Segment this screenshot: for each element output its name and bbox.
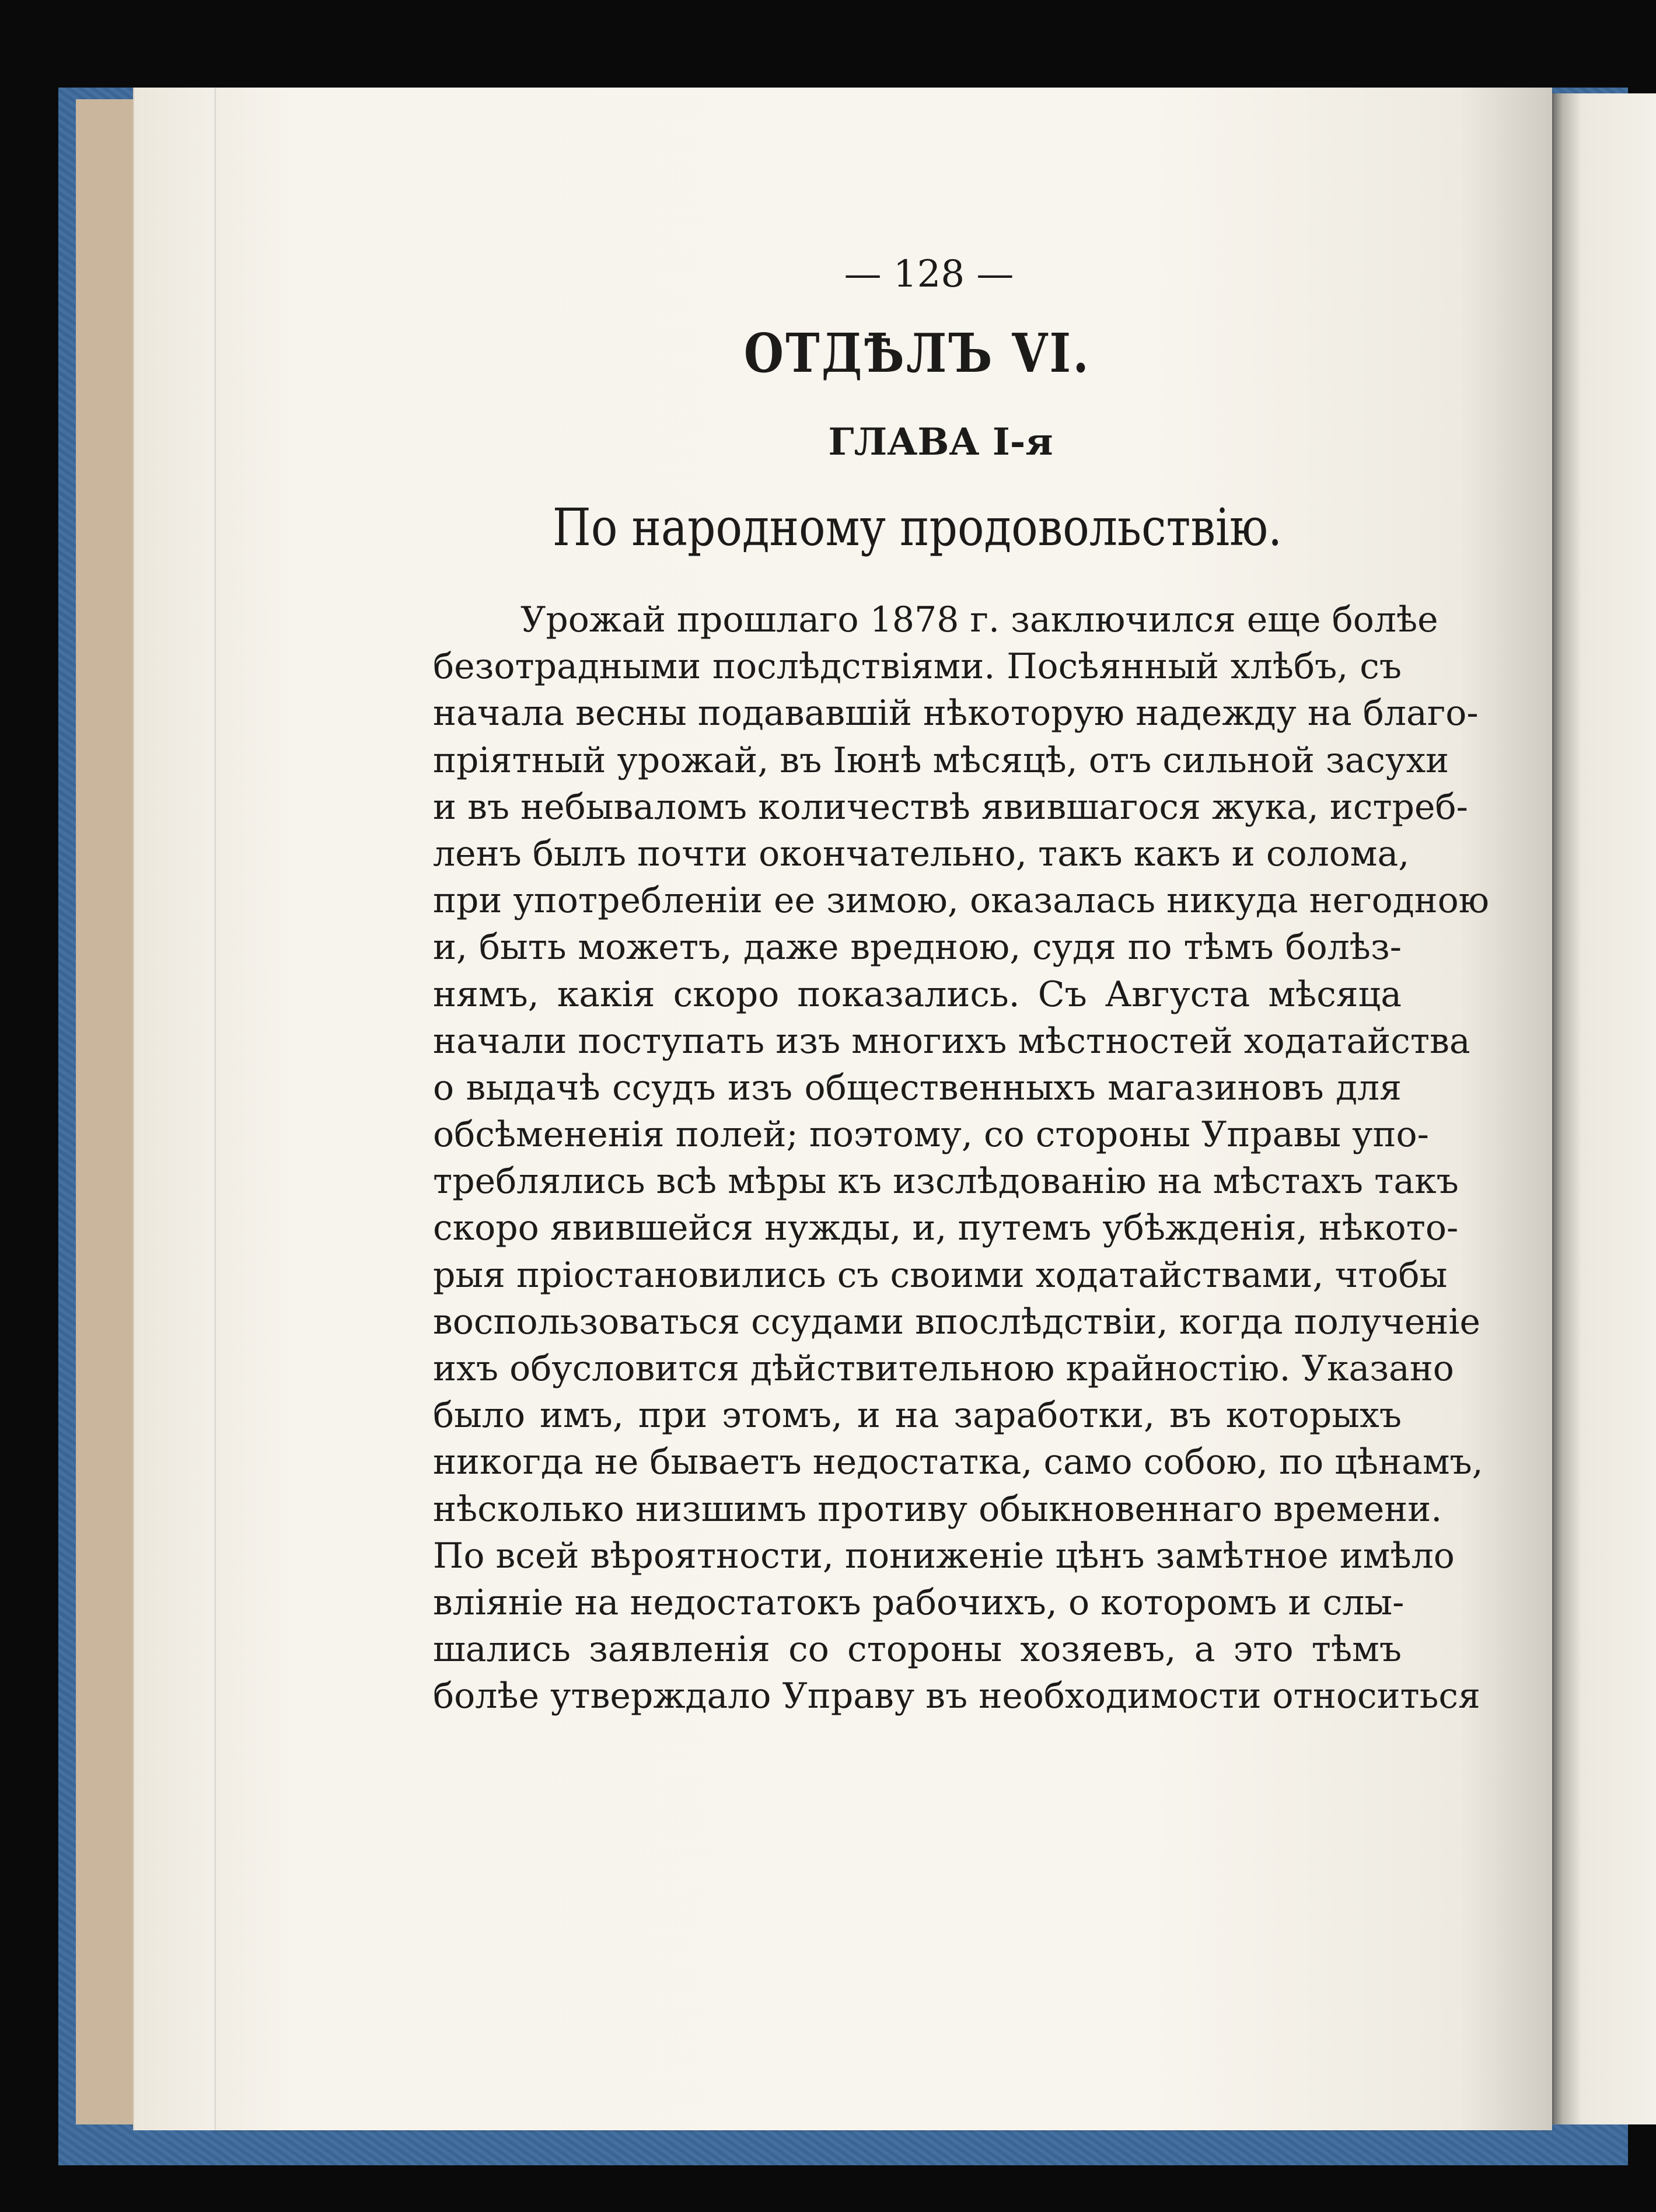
text-line: болѣе утверждало Управу въ необходимости относиться [433,1676,1480,1717]
text-line: Урожай прошлаго 1878 г. заключился еще болѣе [520,599,1438,640]
text-line: и въ небываломъ количествѣ явившагося жука, истреб- [433,786,1468,828]
page-content [433,251,1489,1720]
text-line: треблялись всѣ мѣры къ изслѣдованію на мѣстахъ такъ [433,1161,1459,1202]
text-line: о выдачѣ ссудъ изъ общественныхъ магазиновъ для [433,1067,1402,1108]
text-line: при употребленіи ее зимою, оказалась никуда негодною [433,880,1489,922]
chapter-title: ГЛАВА I-я [828,420,1053,464]
text-line: нѣсколько низшимъ противу обыкновеннаго времени. [433,1488,1442,1530]
text-line: обсѣмененія полей; поэтому, со стороны Управы упо- [433,1114,1429,1156]
text-line: никогда не бываетъ недостатка, само собою, по цѣнамъ, [433,1442,1483,1483]
text-line: пріятный урожай, въ Іюнѣ мѣсяцѣ, отъ сильной засухи [433,739,1449,781]
page-edge [133,88,228,2130]
text-line: ленъ былъ почти окончательно, такъ какъ и солома, [433,833,1410,874]
text-line: рыя пріостановились съ своими ходатайствами, чтобы [433,1254,1448,1296]
text-line: воспользоваться ссудами впослѣдствіи, когда полученіе [433,1301,1481,1342]
text-line: ихъ обусловится дѣйствительною крайностію. Указано [433,1348,1454,1389]
text-line: начали поступать изъ многихъ мѣстностей ходатайства [433,1020,1470,1062]
topic-title: По народному продовольствію. [552,497,1283,557]
text-line: и, быть можетъ, даже вредною, судя по тѣмъ болѣз- [433,927,1402,968]
text-line: По всей вѣроятности, пониженіе цѣнъ замѣтное имѣло [433,1535,1455,1576]
page-number: — 128 — [844,253,1014,296]
text-line: скоро явившейся нужды, и, путемъ убѣжденія, нѣкото- [433,1208,1459,1249]
text-line: нямъ, какія скоро показались. Съ Августа мѣсяца [433,974,1402,1015]
body-paragraph [433,596,1489,1720]
text-line: было имъ, при этомъ, и на заработки, въ которыхъ [433,1395,1402,1436]
text-line: вліяніе на недостатокъ рабочихъ, о которомъ и слы- [433,1582,1405,1623]
text-line: безотрадными послѣдствіями. Посѣянный хлѣбъ, съ [433,646,1402,688]
facing-page [1550,93,1656,2124]
text-line: шались заявленія со стороны хозяевъ, а это тѣмъ [433,1629,1402,1670]
section-title: ОТДѢЛЪ VI. [743,322,1091,385]
text-line: начала весны подававшій нѣкоторую надежду на благо- [433,693,1479,734]
